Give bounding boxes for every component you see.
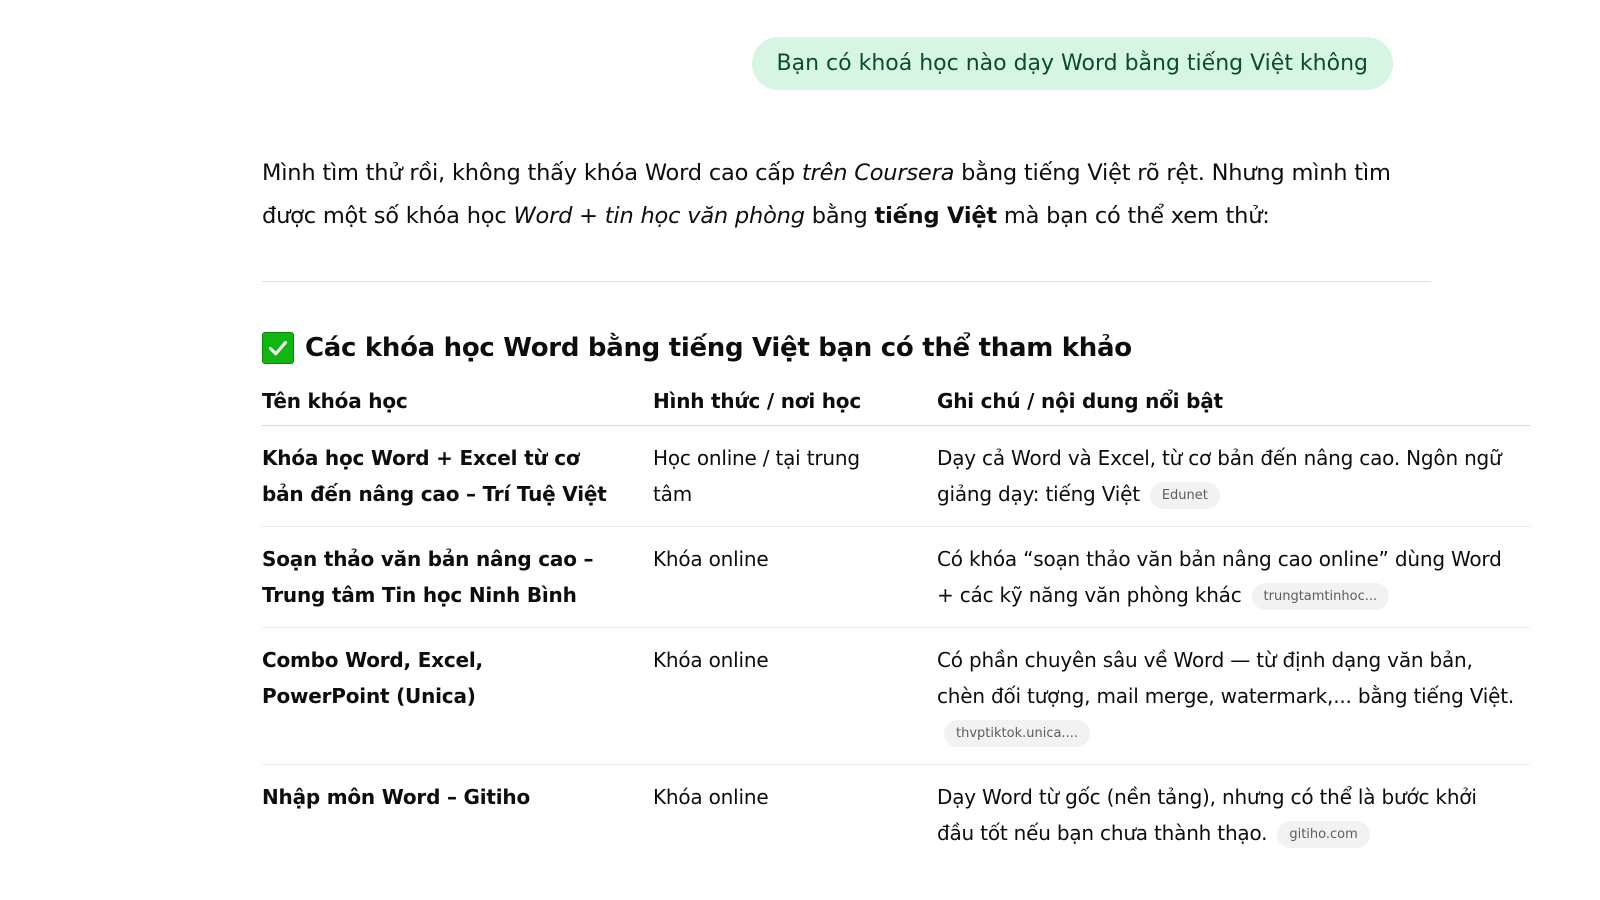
- course-format: Học online / tại trung tâm: [653, 426, 937, 527]
- course-name: Soạn thảo văn bản nâng cao – Trung tâm Tin học Ninh Bình: [262, 527, 653, 628]
- answer-emphasis-word: Word + tin học văn phòng: [513, 203, 805, 229]
- course-format: Khóa online: [653, 527, 937, 628]
- answer-text: bằng tiếng Việt rõ rệt. Nhưng mình tìm được một số khóa học: [262, 160, 1391, 229]
- course-name: Nhập môn Word – Gitiho: [262, 785, 530, 809]
- column-header-format: Hình thức / nơi học: [653, 379, 937, 426]
- column-header-name: Tên khóa học: [262, 379, 653, 426]
- assistant-answer-paragraph: [262, 152, 1432, 238]
- course-name: Khóa học Word + Excel từ cơ bản đến nâng cao – Trí Tuệ Việt: [262, 426, 653, 527]
- course-note-text: Có phần chuyên sâu về Word — từ định dạng văn bản, chèn đối tượng, mail merge, watermark,... bằng tiếng Việt.: [937, 648, 1515, 708]
- source-citation-chip[interactable]: thvptiktok.unica....: [944, 720, 1090, 747]
- table-row: [262, 426, 1530, 527]
- answer-text: mà bạn có thể xem thử:: [996, 203, 1270, 229]
- courses-table: [262, 379, 1530, 865]
- section-divider: [262, 281, 1431, 282]
- answer-emphasis-coursera: trên Coursera: [801, 160, 955, 186]
- section-heading-text: Các khóa học Word bằng tiếng Việt bạn có thể tham khảo: [305, 333, 1132, 363]
- course-format: Khóa online: [653, 628, 937, 765]
- table-row: [262, 527, 1530, 628]
- source-citation-chip[interactable]: trungtamtinhoc...: [1252, 583, 1390, 610]
- course-note: [937, 628, 1530, 765]
- answer-text: Mình tìm thử rồi, không thấy khóa Word cao cấp: [262, 160, 802, 186]
- table-row: [262, 765, 1530, 866]
- course-note: [937, 426, 1530, 527]
- answer-text: bằng: [804, 203, 875, 229]
- source-citation-chip[interactable]: Edunet: [1150, 482, 1220, 509]
- course-note-text: Dạy cả Word và Excel, từ cơ bản đến nâng cao. Ngôn ngữ giảng dạy: tiếng Việt: [937, 446, 1502, 506]
- course-note-text: Có khóa “soạn thảo văn bản nâng cao online” dùng Word + các kỹ năng văn phòng khác: [937, 547, 1502, 607]
- source-citation-chip[interactable]: gitiho.com: [1277, 821, 1369, 848]
- answer-strong-vietnamese: tiếng Việt: [874, 203, 997, 229]
- table-row: [262, 628, 1530, 765]
- course-name: Combo Word, Excel, PowerPoint (Unica): [262, 628, 653, 765]
- check-box-icon: [262, 332, 294, 364]
- course-note-text: Dạy Word từ gốc (nền tảng), nhưng có thể là bước khởi đầu tốt nếu bạn chưa thành thạo.: [937, 785, 1477, 845]
- course-format: Khóa online: [653, 785, 769, 809]
- table-header-row: [262, 379, 1530, 426]
- section-heading: [262, 328, 1132, 368]
- user-message-bubble: Bạn có khoá học nào dạy Word bằng tiếng Việt không: [752, 37, 1393, 90]
- course-note: [937, 765, 1530, 866]
- course-note: [937, 527, 1530, 628]
- column-header-note: Ghi chú / nội dung nổi bật: [937, 379, 1530, 426]
